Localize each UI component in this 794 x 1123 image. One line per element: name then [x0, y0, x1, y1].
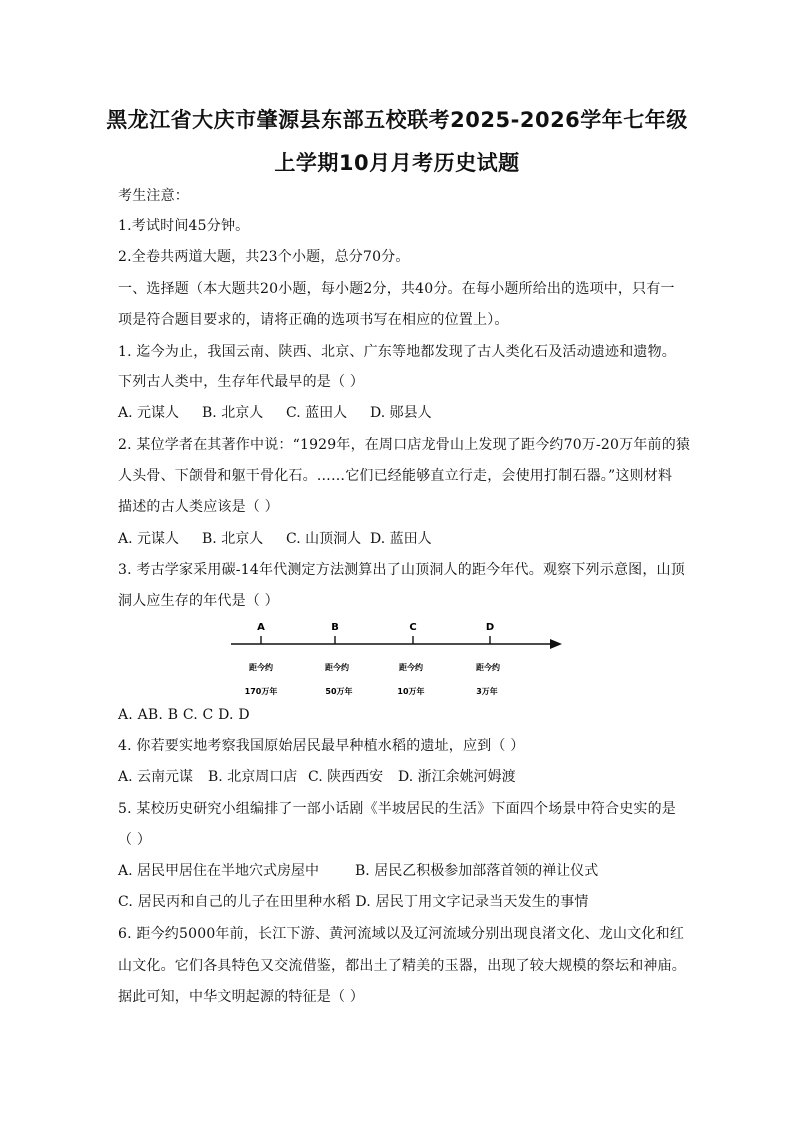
- question-6-stem-line1: 6. 距今约5000年前，长江下游、黄河流域以及辽河流域分别出现良渚文化、龙山文化和红: [118, 926, 685, 942]
- timeline-point-c: [397, 622, 424, 696]
- question-3-stem-line2: 洞人应生存的年代是（ ）: [118, 593, 279, 609]
- notice-heading: 考生注意：: [118, 188, 189, 204]
- section-1-instructions-line1: 一、选择题（本大题共20小题，每小题2分，共40分。在每小题所给出的选项中，只有一: [118, 281, 675, 297]
- notice-item-1: 1.考试时间45分钟。: [118, 218, 250, 234]
- question-4-option-c[interactable]: C. 陕西西安: [308, 769, 384, 785]
- question-2-option-c[interactable]: C. 山顶洞人: [286, 531, 362, 547]
- timeline-label-c-1: 距今约: [399, 663, 423, 672]
- question-5-option-a[interactable]: A. 居民甲居住在半地穴式房屋中: [118, 863, 320, 879]
- timeline-point-d: [476, 622, 500, 696]
- question-6-stem-line3: 据此可知，中华文明起源的特征是（ ）: [118, 989, 365, 1005]
- timeline-letter-b: B: [331, 622, 339, 633]
- question-1-option-c[interactable]: C. 蓝田人: [286, 405, 348, 421]
- timeline-letter-c: C: [409, 622, 417, 633]
- timeline-label-d-2: 3万年: [476, 687, 498, 696]
- question-1-option-b[interactable]: B. 北京人: [202, 405, 264, 421]
- timeline-label-a-2: 170万年: [244, 687, 278, 696]
- timeline-svg: [228, 612, 568, 707]
- timeline-label-b-2: 50万年: [325, 687, 353, 696]
- question-1-stem-line2: 下列古人类中，生存年代最早的是（ ）: [118, 374, 365, 390]
- exam-title-line2: 上学期10月月考历史试题: [274, 151, 520, 175]
- question-5-stem-line1: 5. 某校历史研究小组编排了一部小话剧《半坡居民的生活》下面四个场景中符合史实的是: [118, 801, 677, 817]
- question-2-stem-line1: 2. 某位学者在其著作中说：“1929年，在周口店龙骨山上发现了距今约70万-20万年前的猿: [118, 437, 691, 453]
- question-2-option-d[interactable]: D. 蓝田人: [370, 531, 432, 547]
- exam-title-line1: 黑龙江省大庆市肇源县东部五校联考2025-2026学年七年级: [106, 108, 688, 132]
- question-5-option-b[interactable]: B. 居民乙积极参加部落首领的禅让仪式: [355, 863, 599, 879]
- question-1-stem-line1: 1. 迄今为止，我国云南、陕西、北京、广东等地都发现了古人类化石及活动遗迹和遗物。: [118, 344, 677, 360]
- timeline-arrow-icon: [550, 639, 562, 649]
- question-4-option-b[interactable]: B. 北京周口店: [208, 769, 298, 785]
- question-2-option-a[interactable]: A. 元谋人: [118, 531, 180, 547]
- timeline-diagram: [228, 612, 568, 707]
- question-3-options[interactable]: A. AB. B C. C D. D: [118, 707, 250, 723]
- question-2-option-b[interactable]: B. 北京人: [202, 531, 264, 547]
- timeline-letter-a: A: [257, 622, 265, 633]
- notice-item-2: 2.全卷共两道大题，共23个小题，总分70分。: [118, 249, 410, 265]
- question-1-option-d[interactable]: D. 郧县人: [370, 405, 432, 421]
- timeline-label-a-1: 距今约: [249, 663, 273, 672]
- timeline-point-a: [245, 622, 278, 696]
- timeline-letter-d: D: [485, 622, 495, 633]
- timeline-label-d-1: 距今约: [476, 663, 500, 672]
- question-6-stem-line2: 山文化。它们各具特色又交流借鉴，都出土了精美的玉器，出现了较大规模的祭坛和神庙。: [118, 958, 686, 974]
- section-1-instructions-line2: 项是符合题目要求的，请将正确的选项书写在相应的位置上）。: [118, 312, 509, 328]
- question-4-stem-line1: 4. 你若要实地考察我国原始居民最早种植水稻的遗址，应到（ ）: [118, 738, 525, 754]
- timeline-label-b-1: 距今约: [325, 663, 349, 672]
- question-5-stem-line2: （ ）: [118, 832, 152, 848]
- timeline-point-b: [325, 622, 353, 696]
- timeline-label-c-2: 10万年: [397, 687, 425, 696]
- question-4-option-a[interactable]: A. 云南元谋: [118, 769, 194, 785]
- question-2-stem-line3: 描述的古人类应该是（ ）: [118, 499, 279, 515]
- question-4-option-d[interactable]: D. 浙江余姚河姆渡: [398, 769, 516, 785]
- question-5-options-cd[interactable]: C. 居民丙和自己的儿子在田里种水稻 D. 居民丁用文字记录当天发生的事情: [118, 894, 589, 910]
- question-3-stem-line1: 3. 考古学家采用碳-14年代测定方法测算出了山顶洞人的距今年代。观察下列示意图，山顶: [118, 562, 685, 578]
- question-1-option-a[interactable]: A. 元谋人: [118, 405, 180, 421]
- question-2-stem-line2: 人头骨、下颌骨和躯干骨化石。……它们已经能够直立行走，会使用打制石器。”这则材料: [118, 468, 673, 484]
